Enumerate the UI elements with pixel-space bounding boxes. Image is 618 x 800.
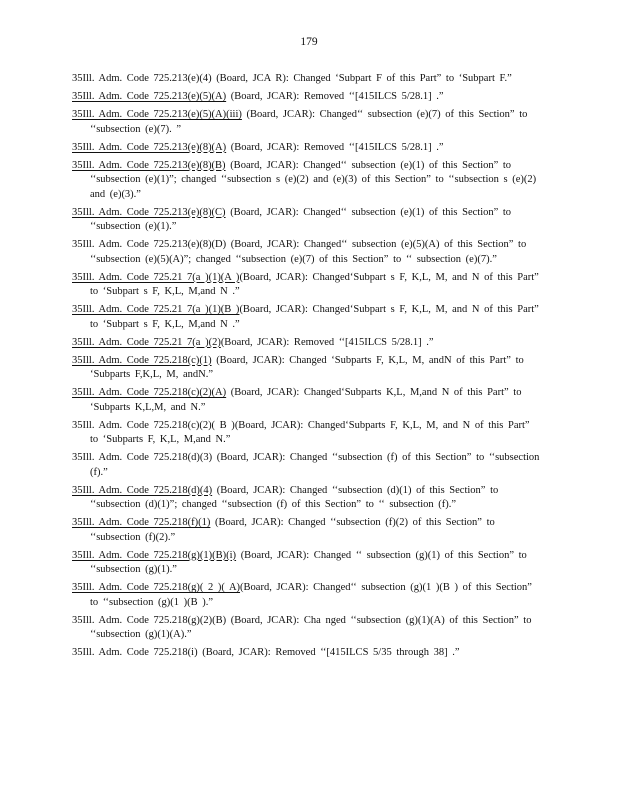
amendment-entry bbox=[72, 206, 542, 235]
amendment-entry bbox=[72, 108, 542, 137]
amendment-entry bbox=[72, 303, 542, 332]
amendment-entry bbox=[72, 72, 542, 87]
amendment-entry bbox=[72, 451, 542, 480]
rule-citation: 35Ill. Adm. Code 725.218(g)( 2 )( A) bbox=[72, 582, 241, 593]
amendment-text: (Board, JCAR): Changed‘‘ subsection (e)(7) of this Section” to ‘‘subsection (e)(7). ” bbox=[90, 109, 528, 135]
rule-citation: 35Ill. Adm. Code 725.218(d)(3) bbox=[72, 452, 213, 463]
amendment-text: (Board, JCAR): Changed ‘Subparts F, K,L, M, andN of this Part” to ‘Subparts F,K,L, M, andN.” bbox=[90, 354, 524, 380]
amendment-text: (Board, JCAR): Changed ‘‘ subsection (g)(1) of this Section” to ‘‘subsection (g)(1).” bbox=[90, 549, 527, 575]
rule-citation: 35Ill. Adm. Code 725.218(c)(2)(A) bbox=[72, 387, 227, 398]
amendment-text: (Board, JCAR): Changed‘‘ subsection (e)(5)(A) of this Section” to ‘‘subsection (e)(5)(A)”; changed ‘‘subsection (e)(7) of this Section” to ‘‘ subsection (e)(7).” bbox=[90, 239, 527, 265]
rule-citation: 35Ill. Adm. Code 725.218(c)(2)( B ) bbox=[72, 419, 235, 431]
rule-citation: 35Ill. Adm. Code 725.218(f)(1) bbox=[72, 517, 211, 528]
amendment-list bbox=[72, 72, 542, 664]
amendment-text: (Board, JCAR): Changed‘‘ subsection (g)(1 )(B ) of this Section” to ‘‘subsection (g)(1 )(B ).” bbox=[90, 582, 532, 608]
rule-citation: 35Ill. Adm. Code 725.213(e)(8)(B) bbox=[72, 159, 226, 171]
amendment-entry bbox=[72, 484, 542, 513]
amendment-entry bbox=[72, 336, 542, 351]
amendment-text: (Board, JCAR): Changed‘‘ subsection (e)(1) of this Section” to ‘‘subsection (e)(1)”; changed ‘‘subsection s (e)(2) and (e)(3) of this Section” to ‘‘subsection s (e)(2) and (e)(3).” bbox=[90, 159, 537, 200]
amendment-text: (Board, JCAR): Changed‘Subparts K,L, M,and N of this Part” to ‘Subparts K,L,M, and N.” bbox=[90, 387, 522, 413]
amendment-text: (Board, JCAR): Removed ‘‘[415ILCS 5/28.1] .” bbox=[226, 91, 444, 102]
amendment-text: (Board, JCAR): Changed ‘‘subsection (d)(1) of this Section” to ‘‘subsection (d)(1)”; changed ‘‘subsection (f) of this Section” to ‘‘ subsection (f).” bbox=[90, 484, 499, 510]
rule-citation: 35Ill. Adm. Code 725.213(e)(5)(A)(iii) bbox=[72, 109, 242, 120]
amendment-text: (Board, JCAR): Changed‘Subpart s F, K,L, M, and N of this Part” to ‘Subpart s F, K,L, M,and N .” bbox=[90, 304, 539, 330]
rule-citation: 35Ill. Adm. Code 725.213(e)(8)(D) bbox=[72, 239, 227, 250]
amendment-entry bbox=[72, 271, 542, 300]
amendment-text: (Board, JCAR): Cha nged ‘‘subsection (g)(1)(A) of this Section” to ‘‘subsection (g)(1)(A).” bbox=[90, 614, 532, 640]
rule-citation: 35Ill. Adm. Code 725.213(e)(5)(A) bbox=[72, 91, 227, 102]
amendment-text: (Board, JCA R): Changed ‘Subpart F of this Part” to ‘Subpart F.” bbox=[211, 73, 512, 84]
amendment-text: (Board, JCAR): Changed ‘‘subsection (f) of this Section” to ‘‘subsection (f).” bbox=[90, 452, 540, 478]
amendment-text: (Board, JCAR): Removed ‘‘[415ILCS 5/28.1] .” bbox=[220, 336, 434, 348]
rule-citation: 35Ill. Adm. Code 725.218(i) bbox=[72, 647, 198, 658]
rule-citation: 35Ill. Adm. Code 725.218(g)(1)(B)(i) bbox=[72, 549, 237, 561]
amendment-entry bbox=[72, 646, 542, 661]
amendment-entry bbox=[72, 354, 542, 383]
amendment-text: (Board, JCAR): Changed ‘‘subsection (f)(2) of this Section” to ‘‘subsection (f)(2).” bbox=[90, 517, 495, 543]
rule-citation: 35Ill. Adm. Code 725.218(c)(1) bbox=[72, 354, 212, 366]
amendment-text: (Board, JCAR): Changed‘‘ subsection (e)(1) of this Section” to ‘‘subsection (e)(1).” bbox=[90, 206, 512, 232]
amendment-text: (Board, JCAR): Changed‘Subpart s F, K,L, M, and N of this Part” to ‘Subpart s F, K,L, M,and N .” bbox=[90, 271, 539, 297]
amendment-entry bbox=[72, 581, 542, 610]
amendment-entry bbox=[72, 386, 542, 415]
amendment-entry bbox=[72, 90, 542, 105]
rule-citation: 35Ill. Adm. Code 725.21 7(a )(2) bbox=[72, 336, 221, 348]
amendment-text: (Board, JCAR): Removed ‘‘[415ILCS 5/28.1] .” bbox=[226, 141, 444, 153]
amendment-entry bbox=[72, 238, 542, 267]
amendment-entry bbox=[72, 141, 542, 156]
amendment-entry bbox=[72, 419, 542, 448]
rule-citation: 35Ill. Adm. Code 725.218(d)(4) bbox=[72, 484, 213, 496]
rule-citation: 35Ill. Adm. Code 725.218(g)(2)(B) bbox=[72, 614, 227, 626]
rule-citation: 35Ill. Adm. Code 725.213(e)(8)(C) bbox=[72, 206, 226, 218]
amendment-text: (Board, JCAR): Removed ‘‘[415ILCS 5/35 through 38] .” bbox=[197, 647, 460, 658]
rule-citation: 35Ill. Adm. Code 725.21 7(a )(1)(A ) bbox=[72, 271, 240, 283]
amendment-entry bbox=[72, 516, 542, 545]
amendment-entry bbox=[72, 159, 542, 203]
rule-citation: 35Ill. Adm. Code 725.213(e)(4) bbox=[72, 73, 212, 84]
page-number: 179 bbox=[300, 36, 318, 48]
amendment-entry bbox=[72, 614, 542, 643]
amendment-entry bbox=[72, 549, 542, 578]
rule-citation: 35Ill. Adm. Code 725.213(e)(8)(A) bbox=[72, 141, 227, 153]
amendment-text: (Board, JCAR): Changed‘Subparts F, K,L, M, and N of this Part” to ‘Subparts F, K,L, M,and N.” bbox=[90, 419, 530, 445]
rule-citation: 35Ill. Adm. Code 725.21 7(a )(1)(B ) bbox=[72, 304, 240, 315]
